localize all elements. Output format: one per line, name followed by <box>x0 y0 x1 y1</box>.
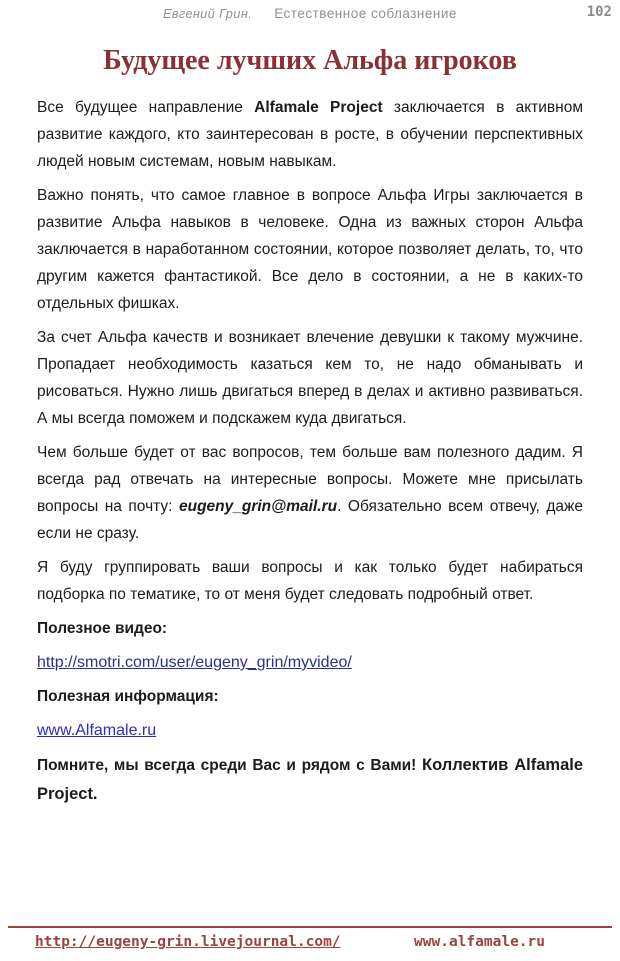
paragraph-text: . Обязательно всем отвечу, даже если не сразу. <box>37 498 583 542</box>
email-address: eugeny_grin@mail.ru <box>178 498 338 515</box>
header-page-number: 102 <box>586 4 612 20</box>
paragraph-text: Чем больше будет от вас вопросов, тем больше вам полезного дадим. Я всегда рад отвечать на интересные вопросы. Можете мне присылать вопросы на почту: <box>37 444 583 515</box>
paragraph-text: Все будущее направление <box>37 99 255 116</box>
useful-video-heading: Полезное видео: <box>37 620 168 637</box>
closing-text: Помните, мы всегда среди Вас и рядом с Вами! <box>37 757 417 774</box>
footer-links <box>0 926 620 950</box>
page-footer <box>0 926 620 961</box>
smotri-video-link[interactable]: http://smotri.com/user/eugeny_grin/myvideo/ <box>37 654 352 671</box>
header-book-title: Естественное соблазнение <box>274 6 457 21</box>
livejournal-link[interactable]: http://eugeny-grin.livejournal.com/ <box>35 934 341 950</box>
brand-name-bold: Alfamale Project <box>254 99 383 116</box>
paragraph-alpha-game: Важно понять, что самое главное в вопросе Альфа Игры заключается в развитие Альфа навыков в человеке. Одна из важных сторон Альфа заключается в наработанном состоянии, которое позволяет делать, то, что другим кажется фантастикой. Все дело в состоянии, а не в каких-то отдельных фишках. <box>37 187 583 312</box>
page-content <box>37 42 583 809</box>
closing-paragraph <box>37 751 583 809</box>
alfamale-footer-link[interactable]: www.alfamale.ru <box>414 934 545 950</box>
page-title: Будущее лучших Альфа игроков <box>103 45 517 76</box>
closing-brand: Коллектив Alfamale Project. <box>37 756 584 803</box>
paragraph-questions <box>37 439 583 547</box>
paragraph-future-direction <box>37 94 583 175</box>
paragraph-grouping-questions: Я буду группировать ваши вопросы и как только будет набираться подборка по тематике, то от меня будет следовать подробный ответ. <box>37 559 583 603</box>
paragraph-alpha-qualities: За счет Альфа качеств и возникает влечение девушки к такому мужчине. Пропадает необходимость казаться кем то, не надо обманывать и рисоваться. Нужно лишь двигаться вперед в делах и активно развиваться. А мы всегда поможем и подскажем куда двигаться. <box>37 329 583 427</box>
header-author: Евгений Грин. <box>163 7 253 21</box>
paragraph-text: заключается в активном развитие каждого, кто заинтересован в росте, в обучении перспективных людей новым системам, новым навыкам. <box>37 99 583 170</box>
page-header <box>0 5 620 25</box>
alfamale-site-link[interactable]: www.Alfamale.ru <box>37 722 157 739</box>
video-link-line <box>37 649 583 676</box>
info-link-line <box>37 717 583 744</box>
useful-info-heading: Полезная информация: <box>37 688 219 705</box>
footer-divider <box>8 926 612 928</box>
